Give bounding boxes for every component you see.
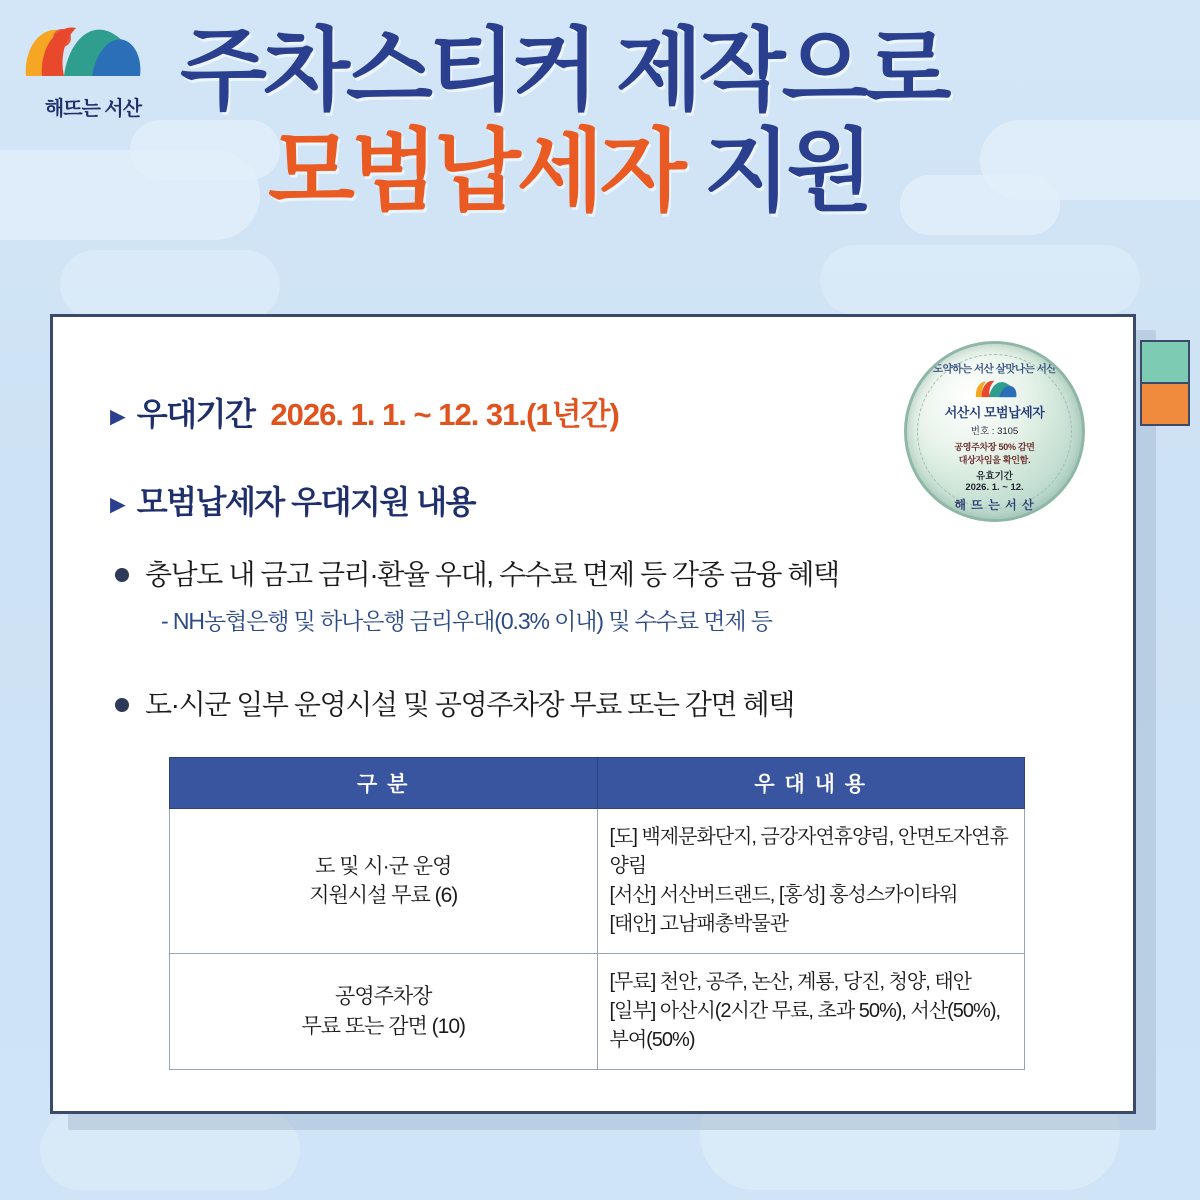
page-title bbox=[180, 21, 1180, 222]
seal-validity-date: 2026. 1. ~ 12. bbox=[965, 482, 1024, 493]
title-line-2-highlight: 모범납세자 bbox=[268, 121, 683, 222]
seal-validity-label: 유효기간 bbox=[976, 471, 1013, 482]
triangle-bullet-icon: ► bbox=[105, 401, 131, 431]
table-row bbox=[170, 809, 1025, 954]
bullet-item-2-text: 도·시군 일부 운영시설 및 공영주차장 무료 또는 감면 혜택 bbox=[145, 689, 794, 720]
table-header-benefit: 우 대 내 용 bbox=[597, 758, 1025, 809]
seal-logo-icon bbox=[973, 377, 1017, 401]
table-cell-line: 도 및 시·군 운영 bbox=[315, 854, 452, 878]
title-line-1: 주차스티커 제작으로 bbox=[180, 21, 948, 121]
section-period-value: 2026. 1. 1. ~ 12. 31.(1년간) bbox=[270, 397, 619, 432]
bullet-item-1-subtext: - NH농협은행 및 하나은행 금리우대(0.3% 이내) 및 수수료 면제 등 bbox=[161, 608, 772, 634]
benefits-table-head bbox=[170, 758, 1025, 809]
table-cell-division bbox=[170, 954, 598, 1070]
title-line-2-rest: 지원 bbox=[703, 121, 870, 222]
benefits-table-body bbox=[170, 809, 1025, 1070]
bullet-dot-icon bbox=[115, 698, 129, 712]
logo-text: 해뜨는 서산 bbox=[44, 98, 142, 120]
table-cell-line: [서산] 서산버드랜드, [홍성] 홍성스카이타워 bbox=[609, 884, 958, 906]
content-card bbox=[50, 314, 1136, 1114]
header bbox=[0, 0, 1200, 300]
tab-marker-orange bbox=[1140, 382, 1190, 426]
table-cell-line: 지원시설 무료 (6) bbox=[309, 884, 458, 907]
table-cell-line: [태안] 고남패총박물관 bbox=[609, 913, 789, 935]
seal-inner bbox=[917, 354, 1072, 512]
table-header-row bbox=[170, 758, 1025, 809]
seal-number: 번호 : 3105 bbox=[970, 426, 1019, 437]
table-cell-benefit bbox=[597, 809, 1025, 954]
seal-benefit-line-2: 대상자임을 확인함. bbox=[958, 455, 1031, 465]
bullet-item-1-text: 충남도 내 금고 금리·환율 우대, 수수료 면제 등 각종 금융 혜택 bbox=[145, 559, 839, 590]
table-cell-line: [무료] 천안, 공주, 논산, 계룡, 당진, 청양, 태안 bbox=[609, 971, 971, 993]
benefits-table bbox=[169, 757, 1025, 1070]
section-period-label: 우대기간 bbox=[136, 396, 255, 432]
bullet-item-1 bbox=[115, 557, 839, 592]
table-cell-line: 무료 또는 감면 (10) bbox=[301, 1014, 466, 1038]
table-row bbox=[170, 954, 1025, 1070]
seal-bottom-text: 해 뜨 는 서 산 bbox=[954, 498, 1035, 512]
table-header-division: 구 분 bbox=[170, 758, 598, 809]
table-cell-benefit bbox=[597, 954, 1025, 1070]
seosan-city-logo bbox=[18, 18, 168, 128]
triangle-bullet-icon: ► bbox=[105, 489, 131, 519]
seal-benefit-line-1: 공영주차장 50% 감면 bbox=[954, 442, 1035, 452]
bullet-dot-icon bbox=[115, 568, 129, 582]
seal-title: 서산시 모범납세자 bbox=[944, 405, 1045, 420]
title-line-2 bbox=[268, 121, 1180, 222]
table-cell-line: [도] 백제문화단지, 금강자연휴양림, 안면도자연휴양림 bbox=[609, 826, 1008, 877]
section-support bbox=[105, 477, 475, 523]
section-support-label: 모범납세자 우대지원 내용 bbox=[136, 484, 476, 520]
bullet-item-2 bbox=[115, 687, 794, 722]
table-cell-division bbox=[170, 809, 598, 954]
tab-marker-green bbox=[1140, 340, 1190, 384]
section-period bbox=[105, 389, 619, 435]
table-cell-line: [일부] 아산시(2시간 무료, 초과 50%), 서산(50%), 부여(50%) bbox=[609, 1000, 1001, 1051]
taxpayer-seal-sticker bbox=[904, 341, 1085, 522]
table-cell-line: 공영주차장 bbox=[335, 985, 432, 1009]
logo-mark-icon bbox=[18, 18, 168, 90]
seal-top-text: 도약하는 서산 살맛나는 서산 bbox=[933, 363, 1056, 375]
